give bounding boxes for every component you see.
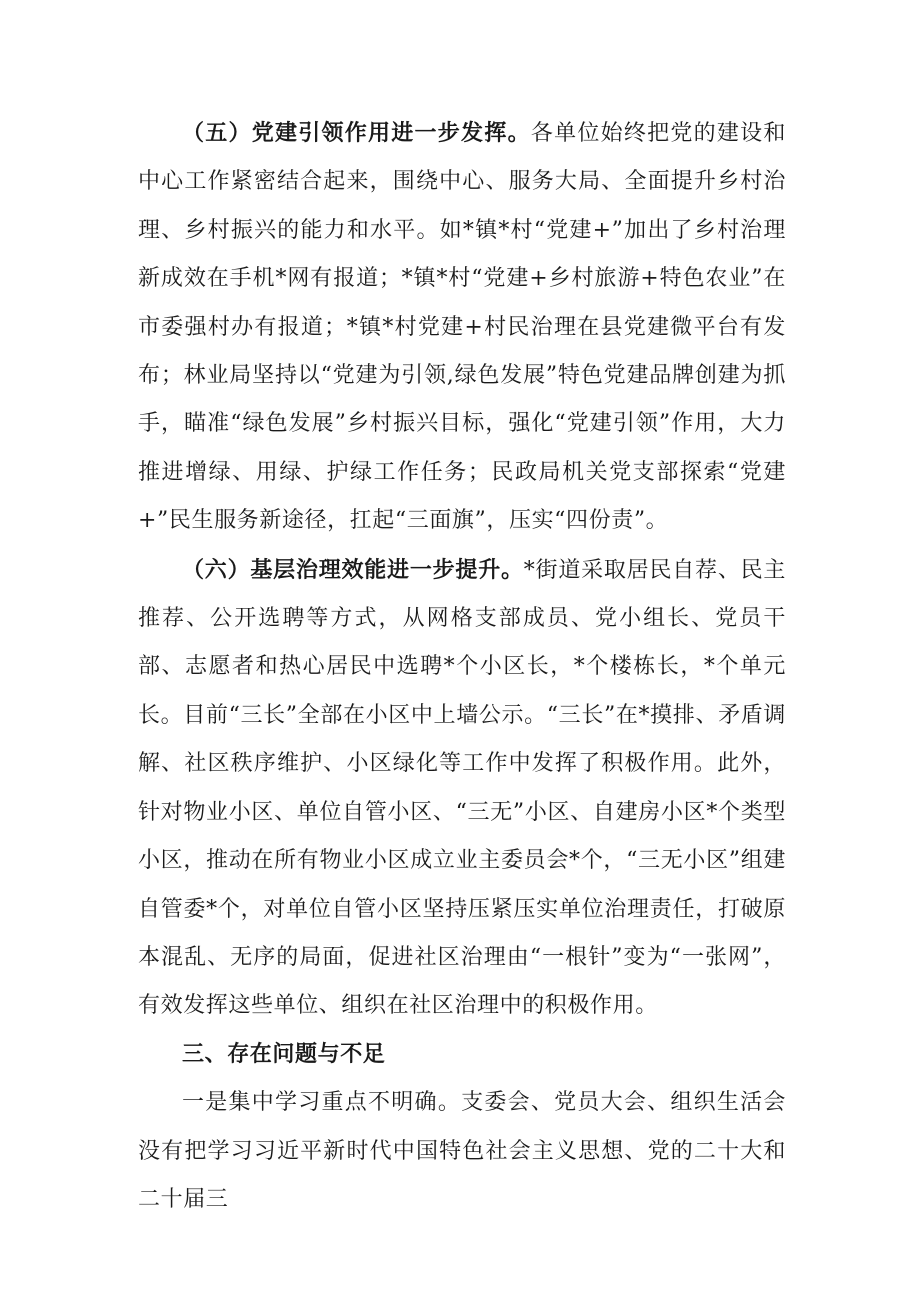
paragraph-grassroots-governance — [138, 546, 786, 1031]
document-body — [138, 109, 786, 1224]
paragraph-party-building — [138, 109, 786, 546]
paragraph-text: 一是集中学习重点不明确。支委会、党员大会、组织生活会没有把学习习近平新时代中国特色社会主义思想、党的二十大和二十届三 — [138, 1090, 786, 1212]
paragraph-lead: （六）基层治理效能进一步提升。 — [182, 556, 524, 583]
paragraph-text: 各单位始终把党的建设和中心工作紧密结合起来，围绕中心、服务大局、全面提升乡村治理、乡村振兴的能力和水平。如*镇*村“党建+”加出了乡村治理新成效在手机*网有报道；*镇*村“党建+乡村旅游+特色农业”在市委强村办有报道；*镇*村党建+村民治理在县党建微平台有发布；林业局坚持以“党建为引领,绿色发展”特色党建品牌创建为抓手，瞄准“绿色发展”乡村振兴目标，强化“党建引领”作用，大力推进增绿、用绿、护绿工作任务；民政局机关党支部探索“党建+”民生服务新途径，扛起“三面旗”，压实“四份责”。 — [138, 121, 786, 534]
paragraph-lead: （五）党建引领作用进一步发挥。 — [182, 120, 531, 146]
section-heading: 三、存在问题与不足 — [182, 1041, 386, 1067]
paragraph-text: *街道采取居民自荐、民主推荐、公开选聘等方式，从网格支部成员、党小组长、党员干部、志愿者和热心居民中选聘*个小区长，*个楼栋长，*个单元长。目前“三长”全部在小区中上墙公示。“三长”在*摸排、矛盾调解、社区秩序维护、小区绿化等工作中发挥了积极作用。此外，针对物业小区、单位自管小区、“三无”小区、自建房小区*个类型小区，推动在所有物业小区成立业主委员会*个，“三无小区”组建自管委*个，对单位自管小区坚持压紧压实单位治理责任，打破原本混乱、无序的局面，促进社区治理由“一根针”变为“一张网”，有效发挥这些单位、组织在社区治理中的积极作用。 — [138, 557, 786, 1019]
paragraph-problems — [138, 1079, 786, 1224]
